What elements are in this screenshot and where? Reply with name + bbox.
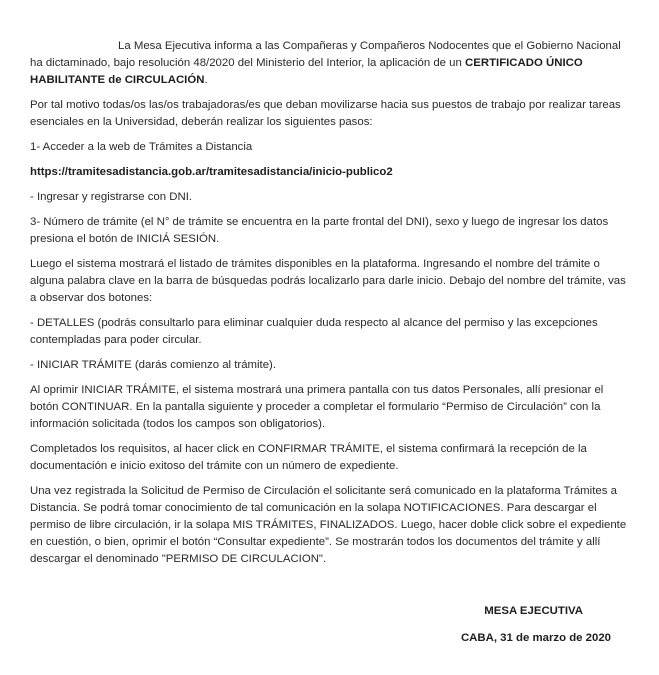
intro-text-end: .	[204, 74, 208, 86]
list-paragraph: Luego el sistema mostrará el listado de trámites disponibles en la plataforma. Ingresando el nombre del trámite o alguna palabra clave en la barra de búsquedas podrás localizarlo para darle inicio. Debajo del nombre del trámite, vas a observar dos botones:	[30, 258, 626, 304]
signature-date: CABA, 31 de marzo de 2020	[460, 632, 611, 644]
step-1: 1- Acceder a la web de Trámites a Distancia	[30, 141, 253, 153]
intro-paragraph	[30, 38, 634, 89]
tramites-url-link[interactable]: https://tramitesadistancia.gob.ar/tramitesadistancia/inicio-publico2	[30, 166, 393, 178]
step-3: 3- Número de trámite (el N° de trámite se encuentra en la parte frontal del DNI), sexo y luego de ingresar los datos presiona el botón de INICIÁ SESIÓN.	[30, 216, 609, 245]
document-body	[30, 38, 634, 576]
detalles-item: - DETALLES (podrás consultarlo para eliminar cualquier duda respecto al alcance del permiso y las excepciones contempladas para poder circular.	[30, 317, 598, 346]
intro-text: La Mesa Ejecutiva informa a las Compañeras y Compañeros Nodocentes que el Gobierno Nacional ha dictaminado, bajo resolución 48/2020 del Ministerio del Interior, la aplicación de un	[30, 40, 621, 69]
step-2: - Ingresar y registrarse con DNI.	[30, 191, 193, 203]
completados-paragraph: Completados los requisitos, al hacer click en CONFIRMAR TRÁMITE, el sistema confirmará la recepción de la documentación e inicio exitoso del trámite con un número de expediente.	[30, 443, 587, 472]
iniciar-item: - INICIAR TRÁMITE (darás comienzo al trámite).	[30, 359, 277, 371]
certificate-name: CERTIFICADO ÚNICO HABILITANTE de CIRCULACIÓN	[30, 57, 583, 86]
signature-org: MESA EJECUTIVA	[484, 605, 583, 617]
registrada-paragraph: Una vez registrada la Solicitud de Permiso de Circulación el solicitante será comunicado en la plataforma Trámites a Distancia. Se podrá tomar conocimiento de tal comunicación en la solapa NOTIFICACIONES. Para descargar el permiso de libre circulación, ir la solapa MIS TRÁMITES, FINALIZADOS. Luego, hacer doble click sobre el expediente en cuestión, o bien, oprimir el botón “Consultar expediente”. Se mostrarán todos los documentos del trámite y allí descargar el denominado "PERMISO DE CIRCULACION".	[30, 485, 627, 565]
instructions-intro: Por tal motivo todas/os las/os trabajadoras/es que deban movilizarse hacia sus puestos de trabajo por realizar tareas esenciales en la Universidad, deberán realizar los siguientes pasos:	[30, 99, 621, 128]
oprimir-paragraph: Al oprimir INICIAR TRÁMITE, el sistema mostrará una primera pantalla con tus datos Personales, allí presionar el botón CONTINUAR. En la pantalla siguiente y proceder a completar el formulario “Permiso de Circulación” con la información solicitada (todos los campos son obligatorios).	[30, 384, 604, 430]
